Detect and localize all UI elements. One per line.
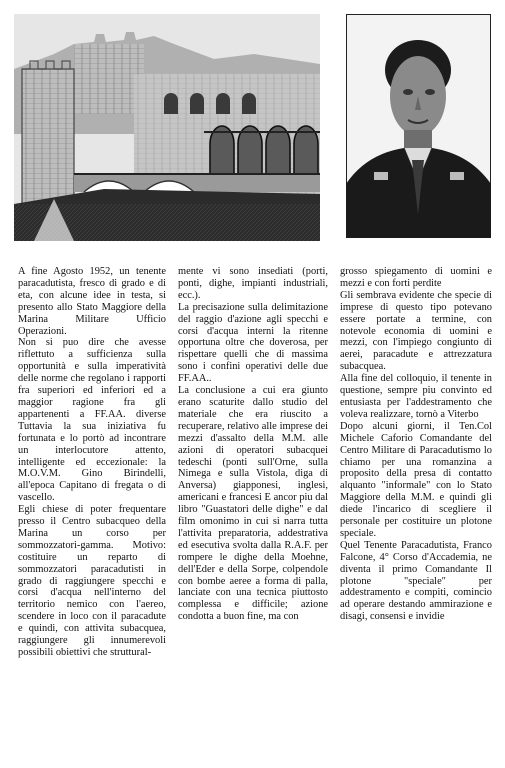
article-paragraph: Alla fine del colloquio, il tenente in questione, sempre piu convinto ed entusiasta per l'addestramento che voleva realizzare, tornò a Viterbo [340, 373, 492, 420]
article-column-3 [340, 266, 492, 762]
castle-harbor-photo [14, 14, 320, 241]
article-paragraph: grosso spiegamento di uomini e mezzi e con forti perdite [340, 266, 492, 289]
article-paragraph: Gli sembrava evidente che specie di imprese di questo tipo potevano essere portate a termine, con notevole economia di uomini e mezzi, con l'impiego congiunto di aerei, paracadute e attrezzatura subacquea. [340, 289, 492, 373]
article-paragraph: Egli chiese di poter frequentare presso il Centro subacqueo della Marina un corso per sommozzatori-gamma. Motivo: costituire un reparto di sommozzatori paracadutisti in grado di raggiungere specchi e corsi d'acqua nell'interno del territorio nemico con l'aereo, scendere in loco con il paracadute e quindi, con attivita subacquea, raggiungere gli innumerevoli possibili obiettivi che struttural- [18, 504, 166, 658]
article-paragraph: A fine Agosto 1952, un tenente paracadutista, fresco di grado e di eta, con alcune idee in testa, si presento allo Stato Maggiore della Marina Militare Ufficio Operazioni. [18, 266, 166, 337]
article-paragraph: Non si puo dire che avesse riflettuto a sufficienza sulla opportunità e sulla imperatività delle norme che regolano i rapporti fra superiori ed inferiori ed a maggior ragione fra gli appartenenti a FF.AA. diverse Tuttavia la sua iniziativa fu fortunata e lo portò ad incontrare un interlocutore attento, intelligente ed eccezionale: la M.O.V.M. Gino Birindelli, all'epoca Capitano di fregata o di vascello. [18, 337, 166, 504]
article-paragraph: Dopo alcuni giorni, il Ten.Col Michele Caforio Comandante del Centro Militare di Paracadutismo lo chiamo per una romanzina a proposito della presa di contatto alquanto "informale" con lo Stato Maggiore della M.M. e quindi gli diede l'incarico di scegliere il personale per costituire un plotone speciale. [340, 420, 492, 539]
article-column-2 [178, 266, 328, 762]
article-paragraph: La precisazione sulla delimitazione del raggio d'azione agli specchi e corsi d'acqua interni la ritenne opportuna oltre che doverosa, per rispettare quelli che di massima sono i confini operativi delle due FF.AA.. [178, 301, 328, 385]
article-column-1 [18, 266, 166, 762]
article-paragraph: La conclusione a cui era giunto erano scaturite dallo studio del materiale che era riuscito a recuperare, relativo alle imprese dei mezzi d'assalto della M.M. alle azioni di operatori subacquei tedeschi (ponti sull'Orne, sulla Nimega e sulla Vistola, diga di Anversa) giapponesi, inglesi, americani e francesi E ancor piu dal libro "Guastatori delle dighe" e dal film omonimo in cui si narra tutta l'attivita preparatoria, addestrativa ed esecutiva svolta dalla R.A.F. per rompere le dighe della Moehne, dell'Eder e della Sorpe, colpendole con bombe aeree a forma di palla, lanciate con una tecnica piuttosto complessa e difficile; azione condotta a buon fine, ma con [178, 385, 328, 623]
article-paragraph: Quel Tenente Paracadutista, Franco Falcone, 4° Corso d'Accademia, ne diventa il primo Comandante Il plotone "speciale" per addestramento e compiti, comincio ad operare destando ammirazione e disagi, consensi e invidie [340, 539, 492, 623]
article-paragraph: mente vi sono insediati (porti, ponti, dighe, impianti industriali, ecc.). [178, 266, 328, 301]
officer-portrait-photo [346, 14, 491, 238]
